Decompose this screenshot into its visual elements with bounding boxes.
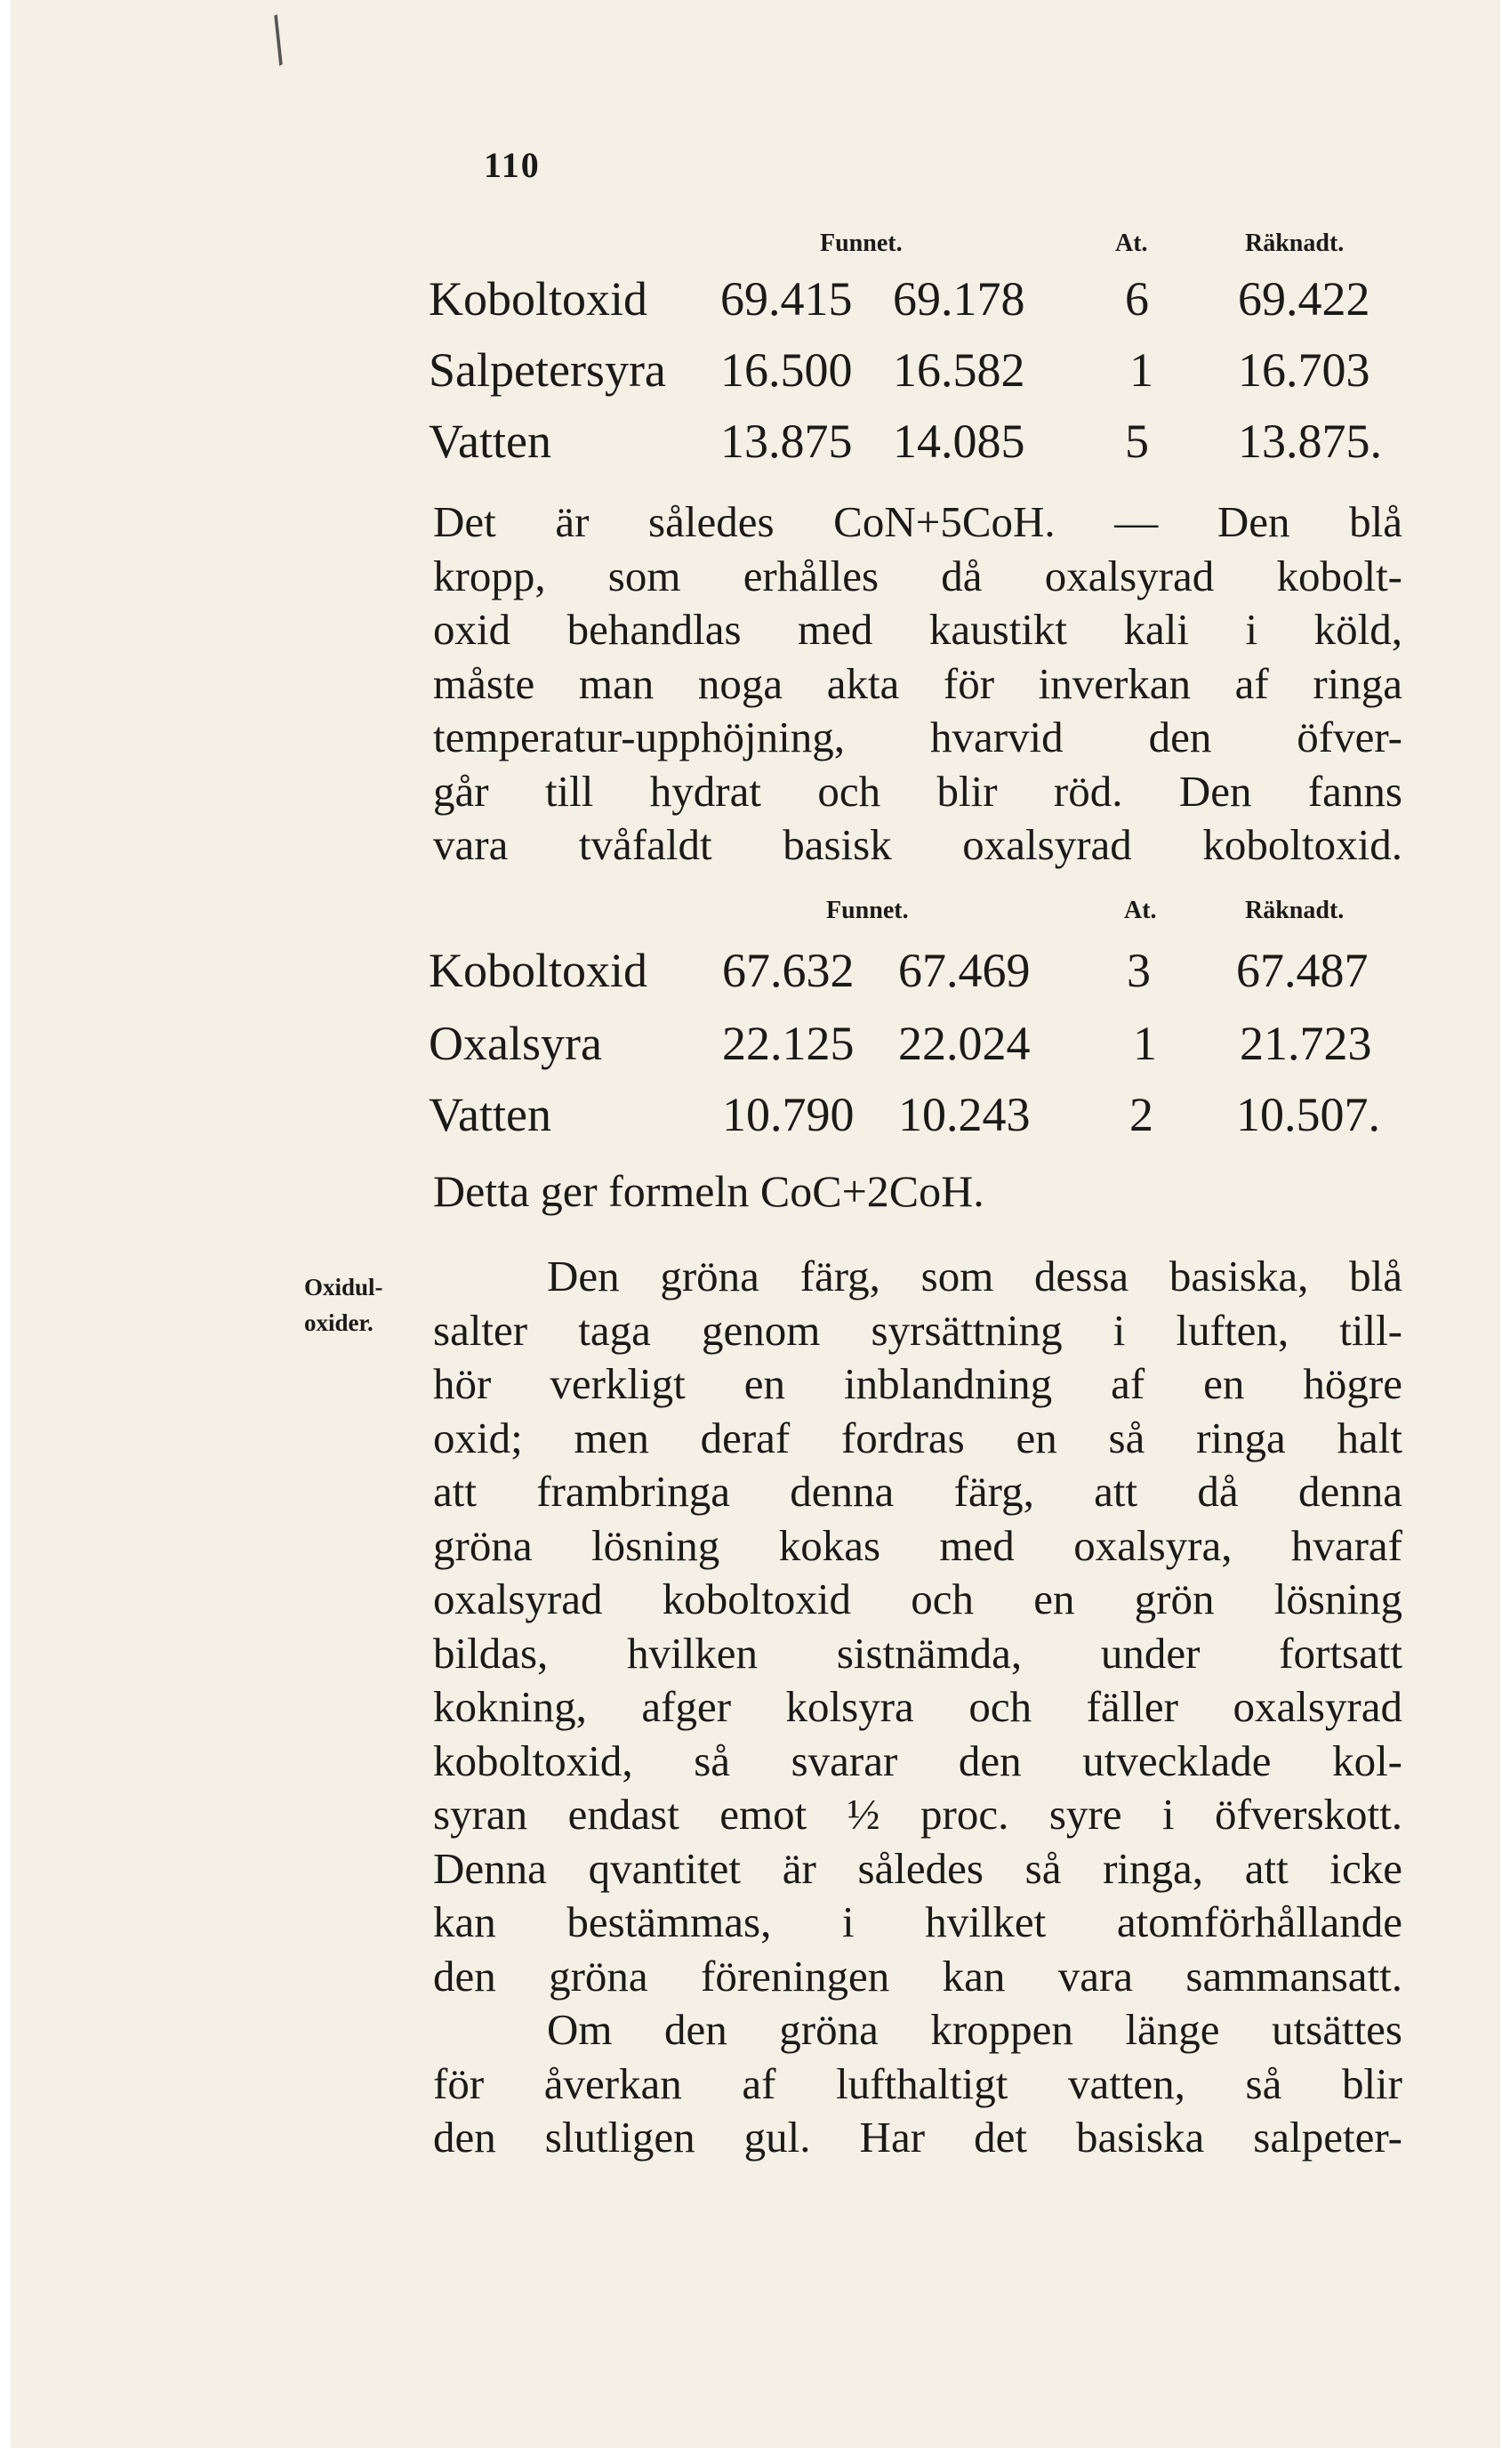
paragraph-2 <box>433 1250 1402 2165</box>
value-1: 10.790 <box>722 1088 855 1141</box>
value-2: 14.085 <box>893 415 1025 468</box>
value-1: 67.632 <box>722 944 855 997</box>
page-number: 110 <box>484 145 541 185</box>
calculated: 67.487 <box>1236 944 1369 997</box>
row-label: Oxalsyra <box>429 1017 602 1070</box>
text-line: för åverkan af lufthaltigt vatten, så blir <box>433 2058 1402 2108</box>
text-line: koboltoxid, så svarar den utvecklade kol- <box>433 1735 1402 1785</box>
margin-note-line: oxider. <box>304 1309 373 1336</box>
value-2: 67.469 <box>898 944 1031 997</box>
text-line: hör verkligt en inblandning af en högre <box>433 1359 1402 1408</box>
table2-header-found: Funnet. <box>826 897 909 924</box>
text-line: salter taga genom syrsättning i luften, till- <box>433 1305 1402 1355</box>
value-1: 16.500 <box>720 343 853 397</box>
row-label: Koboltoxid <box>429 944 648 997</box>
text-line: kokning, afger kolsyra och fäller oxalsyrad <box>433 1682 1402 1731</box>
value-2: 10.243 <box>898 1088 1031 1141</box>
text-line: syran endast emot ½ proc. syre i öfverskott. <box>433 1790 1402 1839</box>
text-line: går till hydrat och blir röd. Den fanns <box>433 766 1402 816</box>
text-line: måste man noga akta för inverkan af ringa <box>433 658 1402 708</box>
text-line: Den gröna färg, som dessa basiska, blå <box>547 1252 1402 1300</box>
value-2: 16.582 <box>893 343 1025 397</box>
atoms: 3 <box>1127 944 1151 997</box>
atoms: 5 <box>1125 415 1149 468</box>
value-1: 69.415 <box>720 272 853 326</box>
calculated: 16.703 <box>1238 343 1370 397</box>
value-2: 22.024 <box>898 1017 1031 1070</box>
atoms: 6 <box>1125 272 1149 326</box>
margin-note <box>304 1269 383 1341</box>
text-line: den slutligen gul. Har det basiska salpeter- <box>433 2113 1402 2162</box>
pencil-mark: / <box>253 0 304 80</box>
calculated: 69.422 <box>1238 272 1370 326</box>
table1-header-calculated: Räknadt. <box>1245 229 1345 257</box>
paragraph-1 <box>433 495 1402 873</box>
calculated: 21.723 <box>1240 1017 1372 1070</box>
text-line: att frambringa denna färg, att då denna <box>433 1467 1402 1516</box>
calculated: 10.507. <box>1236 1088 1380 1141</box>
value-1: 13.875 <box>720 415 853 468</box>
row-label: Vatten <box>429 1088 551 1141</box>
text-line: Denna qvantitet är således så ringa, att icke <box>433 1843 1402 1893</box>
text-line: temperatur-upphöjning, hvarvid den öfver- <box>433 713 1402 761</box>
atoms: 2 <box>1129 1088 1153 1141</box>
formula-line: Detta ger formeln CoC+2CoH. <box>433 1166 984 1216</box>
value-1: 22.125 <box>722 1017 855 1070</box>
margin-note-line: Oxidul- <box>304 1274 383 1300</box>
table2-header-calculated: Räknadt. <box>1245 897 1345 924</box>
row-label: Salpetersyra <box>429 343 666 397</box>
text-line: gröna lösning kokas med oxalsyra, hvaraf <box>433 1520 1402 1570</box>
text-line: Om den gröna kroppen länge utsättes <box>547 2005 1402 2054</box>
text-line: den gröna föreningen kan vara sammansatt. <box>433 1951 1402 2001</box>
row-label: Koboltoxid <box>429 272 648 326</box>
text-line: kan bestämmas, i hvilket atomförhållande <box>433 1897 1402 1946</box>
book-page <box>11 0 1500 2448</box>
text-line: oxalsyrad koboltoxid och en grön lösning <box>433 1574 1402 1623</box>
atoms: 1 <box>1129 343 1153 397</box>
text-line: kropp, som erhålles då oxalsyrad kobolt- <box>433 551 1402 600</box>
text-line: Det är således CoN+5CoH. — Den blå <box>433 497 1402 546</box>
calculated: 13.875. <box>1238 415 1382 468</box>
table2-header-at: At. <box>1124 897 1157 924</box>
atoms: 1 <box>1133 1017 1157 1070</box>
text-line: bildas, hvilken sistnämda, under fortsatt <box>433 1628 1402 1678</box>
text-line: oxid behandlas med kaustikt kali i köld, <box>433 605 1402 654</box>
table1-header-found: Funnet. <box>820 229 903 257</box>
text-line: vara tvåfaldt basisk oxalsyrad koboltoxid. <box>433 820 1402 869</box>
value-2: 69.178 <box>893 272 1025 326</box>
table1-header-at: At. <box>1115 229 1148 257</box>
text-line: oxid; men deraf fordras en så ringa halt <box>433 1413 1402 1462</box>
row-label: Vatten <box>429 415 551 468</box>
